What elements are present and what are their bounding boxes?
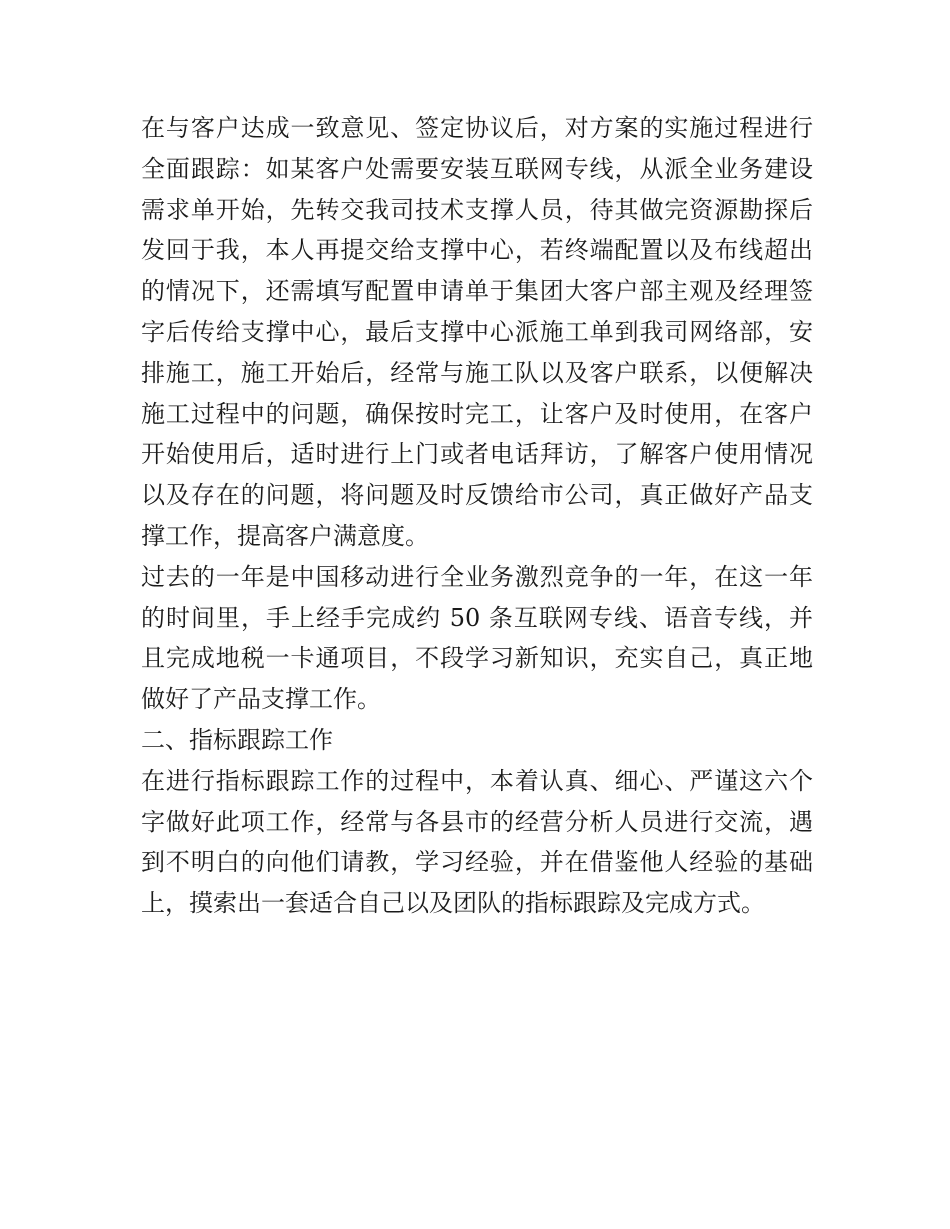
text-line: 开始使用后，适时进行上门或者电话拜访，了解客户使用情况 xyxy=(141,440,813,469)
text-line: 到不明白的向他们请教，学习经验，并在借鉴他人经验的基础 xyxy=(141,848,813,877)
text-line: 施工过程中的问题，确保按时完工，让客户及时使用，在客户 xyxy=(141,399,813,428)
paragraph-year-summary xyxy=(141,557,813,720)
paragraph-project-tracking xyxy=(141,108,813,557)
text-line: 过去的一年是中国移动进行全业务激烈竞争的一年，在这一年 xyxy=(141,562,813,591)
text-line: 在进行指标跟踪工作的过程中，本着认真、细心、严谨这六个 xyxy=(141,766,813,795)
text-line: 且完成地税一卡通项目，不段学习新知识，充实自己，真正地 xyxy=(141,644,813,673)
text-line: 字后传给支撑中心，最后支撑中心派施工单到我司网络部，安 xyxy=(141,317,813,346)
section-heading xyxy=(141,720,813,761)
text-line: 字做好此项工作，经常与各县市的经营分析人员进行交流，遇 xyxy=(141,807,813,836)
text-line: 以及存在的问题，将问题及时反馈给市公司，真正做好产品支 xyxy=(141,481,813,510)
section-heading-text: 二、指标跟踪工作 xyxy=(141,725,333,754)
paragraph-indicator-tracking xyxy=(141,761,813,924)
text-line: 需求单开始，先转交我司技术支撑人员，待其做完资源勘探后 xyxy=(141,195,813,224)
document-body xyxy=(141,108,813,924)
text-line: 排施工，施工开始后，经常与施工队以及客户联系，以便解决 xyxy=(141,358,813,387)
text-line: 在与客户达成一致意见、签定协议后，对方案的实施过程进行 xyxy=(141,114,813,142)
text-line: 上，摸索出一套适合自己以及团队的指标跟踪及完成方式。 xyxy=(141,889,765,918)
text-line: 的时间里，手上经手完成约 50 条互联网专线、语音专线，并 xyxy=(141,603,813,632)
text-line: 的情况下，还需填写配置申请单于集团大客户部主观及经理签 xyxy=(141,277,813,306)
text-line: 做好了产品支撑工作。 xyxy=(141,685,381,714)
text-line: 撑工作，提高客户满意度。 xyxy=(141,521,429,550)
text-line: 发回于我，本人再提交给支撑中心，若终端配置以及布线超出 xyxy=(141,236,813,265)
text-line: 全面跟踪：如某客户处需要安装互联网专线，从派全业务建设 xyxy=(141,154,813,183)
